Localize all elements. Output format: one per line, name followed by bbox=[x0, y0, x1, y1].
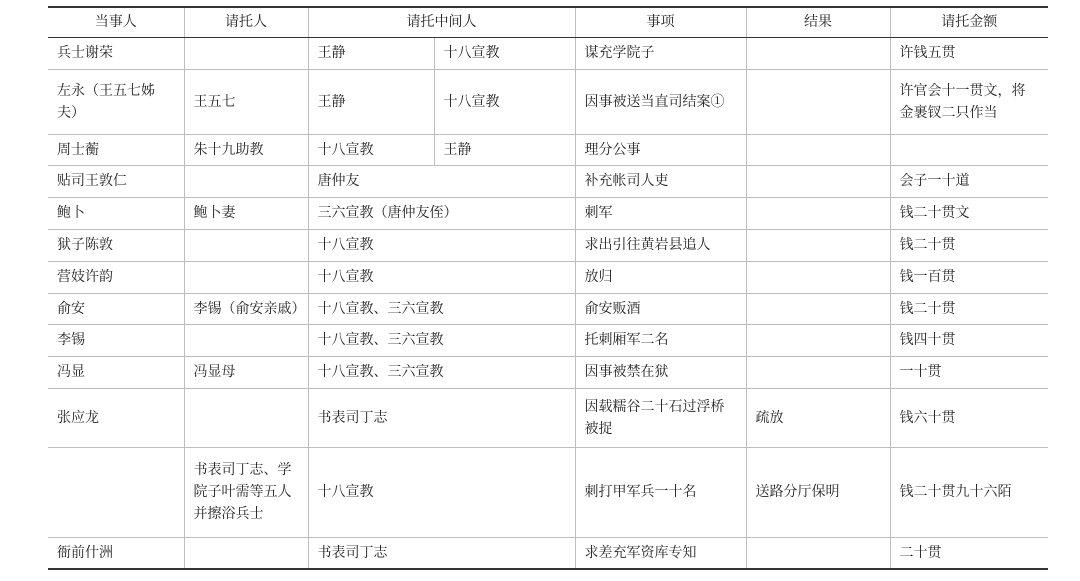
matter-cell: 刺打甲军兵一十名 bbox=[575, 447, 746, 537]
table-row bbox=[48, 324, 1048, 356]
party-cell: 张应龙 bbox=[48, 388, 184, 447]
party-cell: 兵士谢荣 bbox=[48, 37, 184, 69]
amount-cell: 钱二十贯九十六陌 bbox=[890, 447, 1048, 537]
intermediary-cell: 三六宣教（唐仲友侄） bbox=[308, 197, 575, 229]
table-row bbox=[48, 165, 1048, 197]
party-cell: 狱子陈敦 bbox=[48, 229, 184, 261]
intermediary-cell: 王静 bbox=[308, 37, 434, 69]
party-cell bbox=[48, 447, 184, 537]
requester-cell: 鲍卜妻 bbox=[184, 197, 308, 229]
matter-cell: 因载糯谷二十石过浮桥被捉 bbox=[575, 388, 746, 447]
requester-cell bbox=[184, 229, 308, 261]
requester-cell: 朱十九助教 bbox=[184, 134, 308, 165]
result-cell bbox=[746, 356, 890, 388]
party-cell: 衙前什洲 bbox=[48, 537, 184, 569]
result-cell bbox=[746, 293, 890, 324]
matter-cell: 补充帐司人吏 bbox=[575, 165, 746, 197]
matter-cell: 求出引往黄岩县追人 bbox=[575, 229, 746, 261]
table-row bbox=[48, 229, 1048, 261]
table-row bbox=[48, 261, 1048, 293]
amount-cell: 钱六十贯 bbox=[890, 388, 1048, 447]
matter-cell: 谋充学院子 bbox=[575, 37, 746, 69]
result-cell bbox=[746, 37, 890, 69]
header-amount: 请托金额 bbox=[890, 7, 1048, 37]
party-cell: 冯显 bbox=[48, 356, 184, 388]
amount-cell: 钱二十贯文 bbox=[890, 197, 1048, 229]
header-requester: 请托人 bbox=[184, 7, 308, 37]
result-cell bbox=[746, 229, 890, 261]
table-row bbox=[48, 134, 1048, 165]
party-cell: 鲍卜 bbox=[48, 197, 184, 229]
result-cell bbox=[746, 261, 890, 293]
party-cell: 贴司王敦仁 bbox=[48, 165, 184, 197]
result-cell: 送路分厅保明 bbox=[746, 447, 890, 537]
requester-cell bbox=[184, 537, 308, 569]
table-row bbox=[48, 356, 1048, 388]
matter-cell: 求差充军资库专知 bbox=[575, 537, 746, 569]
amount-cell: 钱一百贯 bbox=[890, 261, 1048, 293]
amount-cell: 会子一十道 bbox=[890, 165, 1048, 197]
header-intermediary: 请托中间人 bbox=[308, 7, 575, 37]
matter-cell: 理分公事 bbox=[575, 134, 746, 165]
matter-cell: 因事被送当直司结案① bbox=[575, 69, 746, 134]
amount-cell: 钱二十贯 bbox=[890, 293, 1048, 324]
requester-cell bbox=[184, 324, 308, 356]
requester-cell: 冯显母 bbox=[184, 356, 308, 388]
party-cell: 俞安 bbox=[48, 293, 184, 324]
matter-cell: 托刺厢军二名 bbox=[575, 324, 746, 356]
requester-cell: 李锡（俞安亲戚） bbox=[184, 293, 308, 324]
table-row bbox=[48, 37, 1048, 69]
header-matter: 事项 bbox=[575, 7, 746, 37]
intermediary-cell: 十八宣教、三六宣教 bbox=[308, 293, 575, 324]
requester-cell bbox=[184, 37, 308, 69]
intermediary-cell: 唐仲友 bbox=[308, 165, 575, 197]
header-row bbox=[48, 7, 1048, 37]
amount-cell: 一十贯 bbox=[890, 356, 1048, 388]
amount-cell: 钱四十贯 bbox=[890, 324, 1048, 356]
intermediary-cell: 书表司丁志 bbox=[308, 388, 575, 447]
amount-cell: 许官会十一贯文，将金裹钗二只作当 bbox=[890, 69, 1048, 134]
requester-cell: 王五七 bbox=[184, 69, 308, 134]
result-cell bbox=[746, 165, 890, 197]
amount-cell: 钱二十贯 bbox=[890, 229, 1048, 261]
table-row bbox=[48, 293, 1048, 324]
matter-cell: 俞安贩酒 bbox=[575, 293, 746, 324]
result-cell bbox=[746, 197, 890, 229]
party-cell: 李锡 bbox=[48, 324, 184, 356]
intermediary-cell: 十八宣教 bbox=[434, 37, 575, 69]
table-row bbox=[48, 447, 1048, 537]
result-cell bbox=[746, 537, 890, 569]
result-cell bbox=[746, 69, 890, 134]
requester-cell bbox=[184, 165, 308, 197]
intermediary-cell: 十八宣教 bbox=[308, 229, 575, 261]
result-cell bbox=[746, 134, 890, 165]
amount-cell: 二十贯 bbox=[890, 537, 1048, 569]
intermediary-cell: 书表司丁志 bbox=[308, 537, 575, 569]
header-party: 当事人 bbox=[48, 7, 184, 37]
bribery-table bbox=[48, 6, 1048, 570]
requester-cell: 书表司丁志、学院子叶需等五人并擦浴兵士 bbox=[184, 447, 308, 537]
intermediary-cell: 十八宣教 bbox=[308, 447, 575, 537]
intermediary-cell: 十八宣教 bbox=[434, 69, 575, 134]
intermediary-cell: 王静 bbox=[308, 69, 434, 134]
table-row bbox=[48, 537, 1048, 569]
header-result: 结果 bbox=[746, 7, 890, 37]
intermediary-cell: 十八宣教 bbox=[308, 261, 575, 293]
requester-cell bbox=[184, 261, 308, 293]
amount-cell: 许钱五贯 bbox=[890, 37, 1048, 69]
table-row bbox=[48, 388, 1048, 447]
intermediary-cell: 王静 bbox=[434, 134, 575, 165]
result-cell: 疏放 bbox=[746, 388, 890, 447]
requester-cell bbox=[184, 388, 308, 447]
result-cell bbox=[746, 324, 890, 356]
matter-cell: 放归 bbox=[575, 261, 746, 293]
table-row bbox=[48, 69, 1048, 134]
amount-cell bbox=[890, 134, 1048, 165]
intermediary-cell: 十八宣教、三六宣教 bbox=[308, 324, 575, 356]
matter-cell: 因事被禁在狱 bbox=[575, 356, 746, 388]
table-row bbox=[48, 197, 1048, 229]
party-cell: 周士蘅 bbox=[48, 134, 184, 165]
party-cell: 左永（王五七姊夫） bbox=[48, 69, 184, 134]
intermediary-cell: 十八宣教、三六宣教 bbox=[308, 356, 575, 388]
matter-cell: 刺军 bbox=[575, 197, 746, 229]
intermediary-cell: 十八宣教 bbox=[308, 134, 434, 165]
party-cell: 营妓许韵 bbox=[48, 261, 184, 293]
